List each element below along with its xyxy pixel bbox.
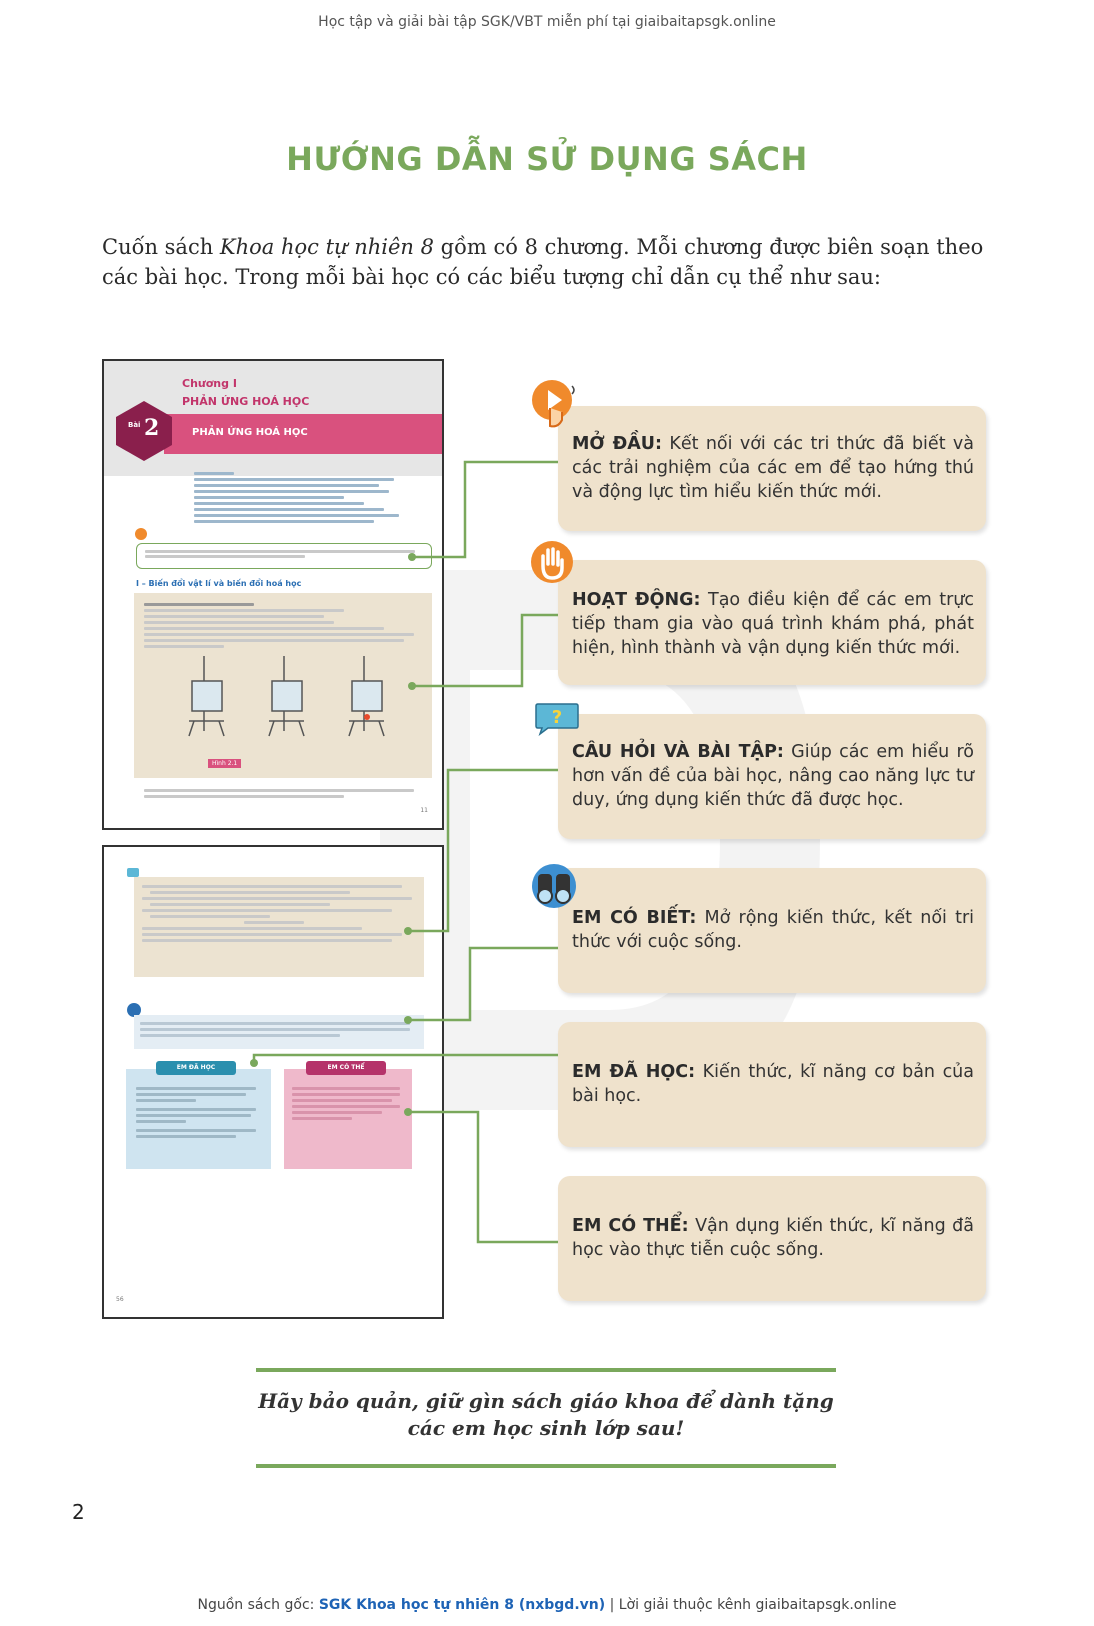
page-number: 2 (72, 1500, 85, 1524)
footer-source-link[interactable]: SGK Khoa học tự nhiên 8 (nxbgd.vn) (318, 1597, 606, 1613)
feature-label: EM CÓ THỂ: (572, 1216, 689, 1236)
feature-label: EM ĐÃ HỌC: (572, 1062, 696, 1082)
mock-chapter: Chương I (182, 377, 237, 390)
intro-book-title: Khoa học tự nhiên 8 (219, 235, 434, 259)
svg-text:?: ? (551, 707, 563, 728)
quote-line-1: Hãy bảo quản, giữ gìn sách giáo khoa để dành tặng (258, 1389, 834, 1413)
touch-start-icon (528, 378, 580, 430)
footer-suffix: | Lời giải thuộc kênh giaibaitapsgk.online (605, 1597, 897, 1613)
question-bubble-icon (534, 700, 580, 736)
feature-label: MỞ ĐẦU: (572, 434, 663, 454)
mock-lesson-word: Bài (128, 421, 141, 429)
feature-text-em-da-hoc (572, 1060, 974, 1108)
feature-text-mo-dau (572, 432, 974, 504)
top-banner: Học tập và giải bài tập SGK/VBT miễn phí tại giaibaitapsgk.online (318, 14, 776, 30)
feature-label: EM CÓ BIẾT: (572, 908, 697, 928)
feature-desc: Kết nối với các tri thức đã biết và các trải nghiệm của các em để tạo hứng thú và động lực tìm hiểu kiến thức mới. (572, 434, 974, 502)
feature-desc: Mở rộng kiến thức, kết nối tri thức với cuộc sống. (572, 908, 974, 952)
binoculars-icon (528, 858, 580, 910)
mock-section-title: I – Biến đổi vật lí và biến đổi hoá học (136, 579, 302, 588)
mock-lesson-title: PHẢN ỨNG HOÁ HỌC (192, 427, 308, 438)
feature-text-hoat-dong (572, 588, 974, 660)
feature-desc: Vận dụng kiến thức, kĩ năng đã học vào thực tiễn cuộc sống. (572, 1216, 974, 1260)
feature-desc: Kiến thức, kĩ năng cơ bản của bài học. (572, 1062, 974, 1106)
feature-text-em-co-biet (572, 906, 974, 954)
feature-desc: Tạo điều kiện để các em trực tiếp tham gia vào quá trình khám phá, phát hiện, hình thành và vận dụng kiến thức mới. (572, 590, 974, 658)
mock-em-co-the-label: EM CÓ THỂ (306, 1061, 386, 1075)
feature-box-em-co-the (558, 1176, 986, 1301)
feature-box-cau-hoi (558, 714, 986, 839)
mock-figure-label: Hình 2.1 (208, 759, 241, 768)
quote-line-2: các em học sinh lớp sau! (407, 1416, 685, 1440)
feature-text-cau-hoi (572, 740, 974, 812)
footer-source (0, 1597, 1094, 1613)
mock-page-number-1: 11 (420, 807, 428, 814)
mock-chapter-title: PHẢN ỨNG HOÁ HỌC (182, 395, 310, 408)
feature-box-mo-dau (558, 406, 986, 531)
intro-part2: gồm có 8 chương. Mỗi chương được biên soạn theo các bài học. Trong mỗi bài học có các biểu tượng chỉ dẫn cụ thể như sau: (102, 235, 984, 289)
feature-box-hoat-dong (558, 560, 986, 685)
feature-box-em-da-hoc (558, 1022, 986, 1147)
feature-text-em-co-the (572, 1214, 974, 1262)
hand-activity-icon (528, 538, 580, 590)
footer-prefix: Nguồn sách gốc: (197, 1597, 319, 1613)
feature-label: HOẠT ĐỘNG: (572, 590, 701, 610)
mock-em-da-hoc-label: EM ĐÃ HỌC (156, 1061, 236, 1075)
preservation-quote (256, 1368, 836, 1468)
feature-box-em-co-biet (558, 868, 986, 993)
intro-part1: Cuốn sách (102, 235, 220, 259)
page-title: HƯỚNG DẪN SỬ DỤNG SÁCH (286, 140, 808, 178)
feature-desc: Giúp các em hiểu rõ hơn vấn đề của bài học, nâng cao năng lực tư duy, ứng dụng kiến thức đã được học. (572, 742, 975, 810)
mock-page-number-2: 56 (116, 1296, 124, 1303)
feature-label: CÂU HỎI VÀ BÀI TẬP: (572, 742, 784, 762)
mock-lesson-number: 2 (144, 415, 160, 441)
